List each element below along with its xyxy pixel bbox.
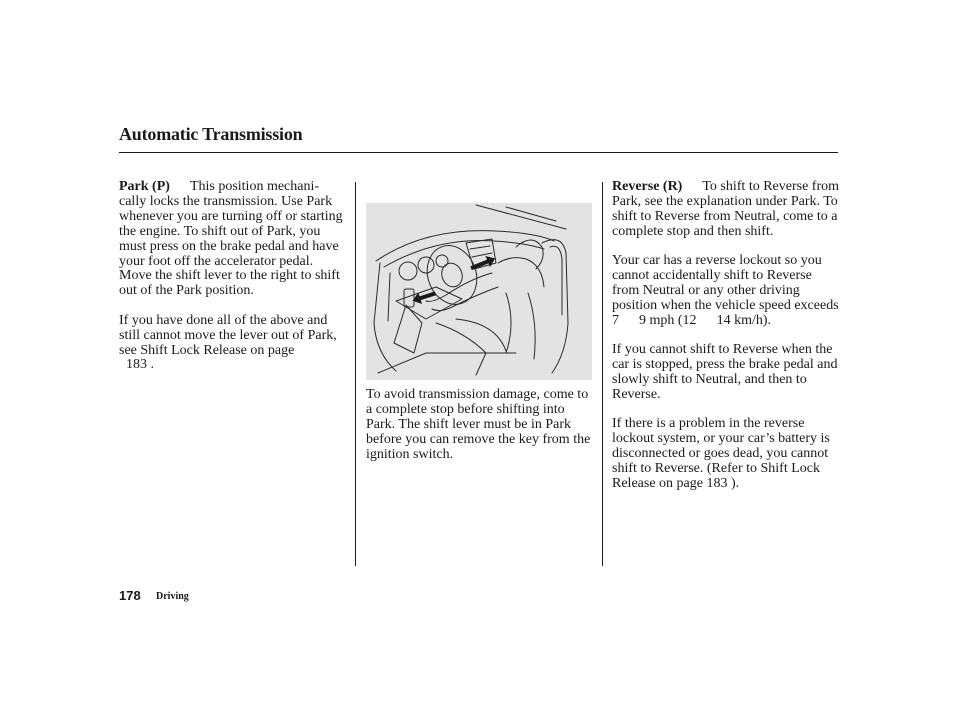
right-column [612,180,840,506]
page-title: Automatic Transmission [119,124,303,144]
column-divider-1 [355,182,356,566]
reverse-text: To shift to Reverse from Park, see the explanation under Park. To shift to Reverse from Neutral, come to a complete stop and then shift. [612,179,840,239]
stopped-car-paragraph: If you cannot shift to Reverse when the car is stopped, press the brake pedal and slowly shift to Neutral, and then to Reverse. [612,342,838,402]
driver-shifting-lever-illustration [366,203,592,380]
illustration-drawing [366,203,592,380]
shift-lock-paragraph: If you have done all of the above and still cannot move the lever out of Park, see Shift Lock Release on page 183 . [119,312,337,373]
park-text: This position mechani- cally locks the transmission. Use Park whenever you are turning off or starting the engine. To shift out of Park, you must press on the brake pedal and have your foot off the accelerator pedal. Move the shift lever to the right to shift out of the Park position. [119,179,343,299]
reverse-lockout-paragraph: Your car has a reverse lockout so you cannot accidentally shift to Reverse from Neutral or any other driving position when the vehicle speed exceeds 7 9 mph (12 14 km/h). [612,253,839,328]
lockout-problem-paragraph: If there is a problem in the reverse lockout system, or your car’s battery is disconnected or goes dead, you cannot shift to Reverse. (Refer to Shift Lock Release on page 183 ). [612,416,830,491]
reverse-paragraph [612,180,840,240]
column-divider-2 [602,182,603,566]
title-divider [119,152,838,153]
reverse-heading: Reverse (R) [612,179,683,194]
page-number: 178 [119,588,141,603]
park-paragraph [119,180,347,299]
left-column [119,180,347,388]
transmission-damage-caption: To avoid transmission damage, come to a complete stop before shifting into Park. The shift lever must be in Park before you can remove the key from the ignition switch. [366,387,591,462]
page-reference-link[interactable]: 183 [126,357,147,373]
park-heading: Park (P) [119,179,170,194]
shift-lock-text: If you have done all of the above and still cannot move the lever out of Park, see Shift Lock Release on page [119,312,337,358]
section-label: Driving [156,591,189,602]
